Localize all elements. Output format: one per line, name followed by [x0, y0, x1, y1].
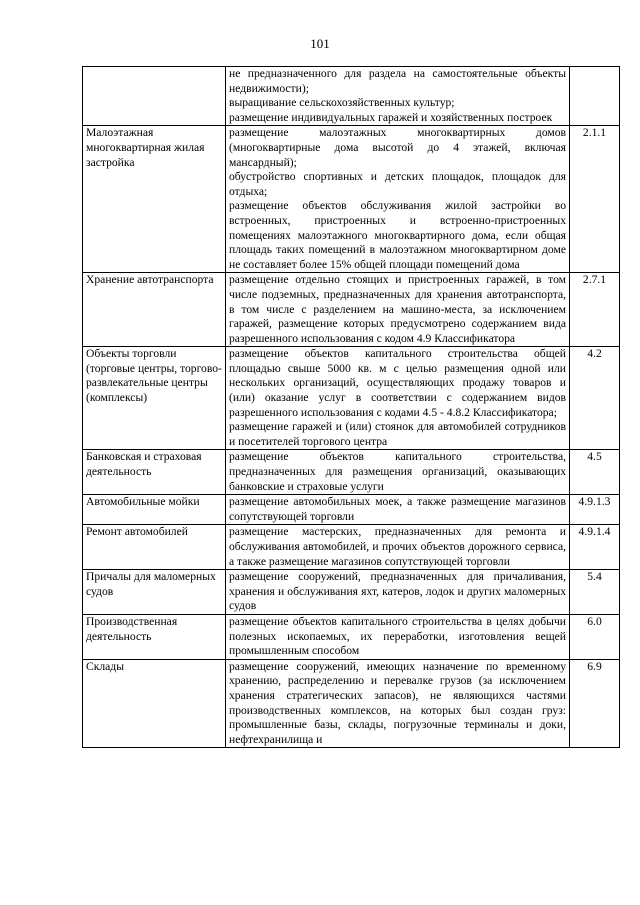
use-type-description [226, 659, 570, 748]
description-paragraph: размещение гаражей и (или) стоянок для автомобилей сотрудников и посетителей торгового центра [229, 420, 566, 448]
use-type-code: 2.1.1 [570, 126, 620, 273]
use-type-name [83, 67, 226, 126]
table-row [83, 450, 620, 495]
page-number: 101 [310, 36, 330, 51]
use-type-code: 6.0 [570, 614, 620, 659]
use-type-description [226, 126, 570, 273]
table-row [83, 570, 620, 615]
table-row [83, 525, 620, 570]
use-type-name: Банковская и страховая деятельность [83, 450, 226, 495]
use-type-name: Хранение автотранспорта [83, 273, 226, 347]
use-type-description [226, 273, 570, 347]
description-paragraph: размещение объектов обслуживания жилой застройки во встроенных, пристроенных и встроенно-пристроенных помещениях малоэтажного многоквартирного дома, если общая площадь таких помещений в малоэтажном многоквартирном доме не составляет более 15% общей площади помещений дома [229, 199, 566, 271]
use-type-code: 4.9.1.4 [570, 525, 620, 570]
use-type-name: Автомобильные мойки [83, 495, 226, 525]
description-paragraph: выращивание сельскохозяйственных культур; [229, 96, 455, 110]
use-type-description [226, 67, 570, 126]
use-type-description [226, 570, 570, 615]
table-row [83, 659, 620, 748]
use-type-code: 4.2 [570, 347, 620, 450]
use-type-description [226, 495, 570, 525]
description-paragraph: размещение индивидуальных гаражей и хозяйственных построек [229, 110, 553, 124]
table-row [83, 495, 620, 525]
description-paragraph: размещение объектов капитального строительства в целях добычи полезных ископаемых, их переработки, изготовления вещей промышленным способом [229, 614, 566, 658]
use-type-code: 4.5 [570, 450, 620, 495]
table-row [83, 347, 620, 450]
description-paragraph: размещение малоэтажных многоквартирных домов (многоквартирные дома высотой до 4 этажей, включая мансардный); [229, 126, 566, 169]
table-row [83, 273, 620, 347]
use-type-code: 4.9.1.3 [570, 495, 620, 525]
table-body [83, 67, 620, 748]
use-type-description [226, 450, 570, 495]
use-type-name: Малоэтажная многоквартирная жилая застройка [83, 126, 226, 273]
use-type-name: Ремонт автомобилей [83, 525, 226, 570]
use-type-code: 2.7.1 [570, 273, 620, 347]
description-paragraph: размещение объектов капитального строительства общей площадью свыше 5000 кв. м с целью размещения одной или нескольких организаций, осуществляющих продажу товаров и (или) оказание услуг в соответствии с содержанием видов разрешенного использования с кодами 4.5 - 4.8.2 Классификатора; [229, 347, 566, 419]
description-paragraph: размещение автомобильных моек, а также размещение магазинов сопутствующей торговли [229, 495, 566, 523]
description-paragraph: размещение отдельно стоящих и пристроенных гаражей, в том числе подземных, предназначенных для хранения автотранспорта, в том числе с разделением на машино-места, за исключением гаражей, размещение которых предусмотрено содержанием вида разрешенного использования с кодом 4.9 Классификатора [229, 273, 566, 345]
use-type-description [226, 347, 570, 450]
table-row [83, 67, 620, 126]
use-type-description [226, 614, 570, 659]
table-row [83, 126, 620, 273]
use-type-code [570, 67, 620, 126]
use-type-code: 5.4 [570, 570, 620, 615]
description-paragraph: размещение объектов капитального строительства, предназначенных для размещения организаций, оказывающих банковские и страховые услуги [229, 450, 566, 493]
use-type-name: Причалы для маломерных судов [83, 570, 226, 615]
description-paragraph: размещение сооружений, имеющих назначение по временному хранению, распределению и перевалке грузов (за исключением хранения стратегических запасов), не являющихся частями производственных комплексов, на которых был создан груз: промышленные базы, склады, погрузочные терминалы и доки, нефтехранилища и [229, 659, 566, 746]
use-type-code: 6.9 [570, 659, 620, 748]
description-paragraph: размещение сооружений, предназначенных для причаливания, хранения и обслуживания яхт, катеров, лодок и других маломерных судов [229, 570, 566, 613]
use-type-name: Объекты торговли (торговые центры, торгово-развлекательные центры (комплексы) [83, 347, 226, 450]
description-paragraph: не предназначенного для раздела на самостоятельные объекты недвижимости); [229, 67, 566, 95]
description-paragraph: размещение мастерских, предназначенных для ремонта и обслуживания автомобилей, и прочих объектов дорожного сервиса, а также размещение магазинов сопутствующей торговли [229, 525, 566, 568]
land-use-table [82, 66, 620, 748]
use-type-name: Склады [83, 659, 226, 748]
use-type-description [226, 525, 570, 570]
table-row [83, 614, 620, 659]
description-paragraph: обустройство спортивных и детских площадок, площадок для отдыха; [229, 170, 566, 198]
use-type-name: Производственная деятельность [83, 614, 226, 659]
